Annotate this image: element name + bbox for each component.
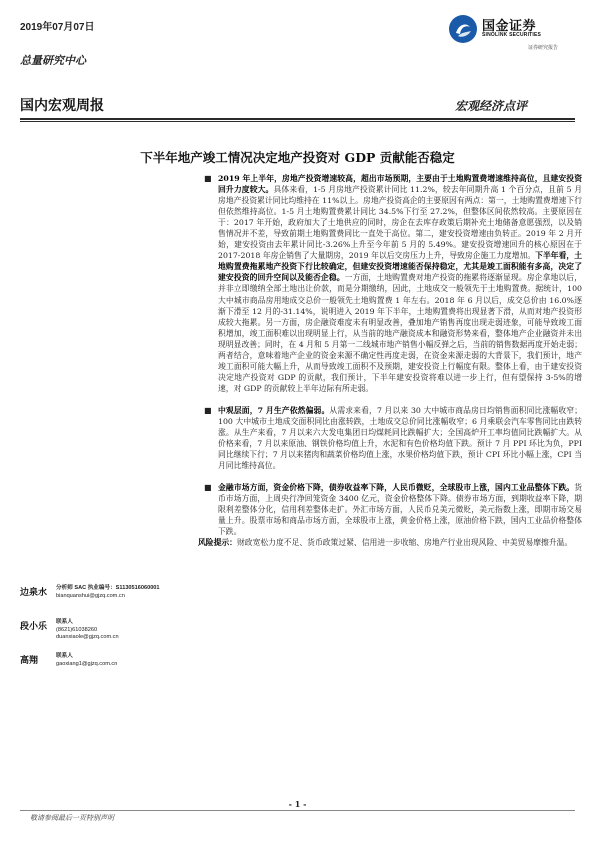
bullet-emphasis: 下半年看，土地购置费拖累地产投资下行比较确定，但建安投资增速能否保持稳定，尤其是竣工面积能有多高，决定了建安投资的回升空间以及能否企稳。: [218, 251, 582, 283]
bullet-marker-icon: ■: [204, 405, 212, 415]
analyst-list: [20, 585, 195, 687]
analyst-role: 分析师 SAC 执业编号：S1130516060001: [56, 585, 160, 591]
bullet-body: 具体来看，1-5 月房地产投资累计同比 11.2%，较去年同期升高 1 个百分点，且前 5 月房地产投资累计同比均维持在 11%以上。房地产投资高企的主要原因有两点：第一，土地购置费增速下行但依然维持高位。1-5 月土地购置费累计同比 34.5%下行至 27.2%，但整体区间依然较高。主要原因在于：2017 年开始，政府加大了土地供应的同时，房企在去库存政策后期补充土地储备意愿强烈，以及销售情况并不差，导致前期土地购置费同比一直处于高位。第二，建安投资增速由负转正。2019 年 2 月开始，建安投资由去年累计同比-3.26%上升至今年前 5 月的 5.49%。建安投资增速回升的核心原因在于 2017-2018 年房企销售了大量期房，2019 年以后交房压力上升，导致房企施工力度增加。: [218, 185, 582, 261]
summary-bullets: [198, 173, 582, 549]
analyst-role: 联系人: [56, 619, 73, 625]
analyst-email: bianquanshui@gjzq.com.cn: [56, 592, 125, 599]
bullet-financial-markets: [198, 482, 582, 537]
analyst-name: 段小乐: [20, 622, 48, 632]
research-center: 总量研究中心: [20, 54, 86, 67]
sinolink-logo-icon: [448, 14, 478, 44]
bullet-meso-level: [198, 405, 582, 471]
analyst-info: [56, 653, 117, 668]
analyst-role: 联系人: [56, 653, 73, 659]
analyst-info: [56, 619, 119, 642]
bullet-body: 一方面，土地购置费对地产投资的拖累将逐渐显现。房企拿地以后，并非立即缴纳全部土地出让价款，而是分期缴纳，因此，土地成交一般领先于土地购置费。据统计，100 大中城市商品房用地成交总价一般领先土地购置费 1 年左右。2018 年 6 月以后，成交总价由 16.0%逐渐下滑至 12 月的-31.14%，说明进入 2019 年下半年，土地购置费将出现显著下滑，从而对地产投资形成较大拖累。另一方面，房企融资难度未有明显改善，叠加地产销售再度出现走弱迹象，可能导致竣工面积增加，竣工面积难以出现明显上行，从当前的地产融资成本和融资形势来看，整体地产企业融资并未出现明显改善；同时，在 4 月和 5 月第一二线城市地产销售小幅反弹之后，当前的销售数据再度开始走弱；两者结合，意味着地产企业的资金来源不确定性再度走弱，在资金来源走弱的大背景下，我们预计，地产竣工面积可能大幅上升，从而导致竣工面积不及预期，建安投资上行幅度有限。整体上看，由于建安投资决定地产投资对 GDP 的贡献，我们预计，下半年建安投资将难以进一步上行，但有望保持 3-5%的增速，对 GDP 的贡献较上半年边际有所走弱。: [218, 273, 583, 393]
bullet-body: 从需求来看，7 月以来 30 大中城市商品房日均销售面积同比涨幅收窄；100 大中城市土地成交面积同比由涨转跌，土地成交总价同比涨幅收窄；6 月乘联会汽车零售同比由跌转涨。从生产来看，7 月以来六大发电集团日均煤耗同比跌幅扩大；全国高炉开工率均值同比跌幅扩大。从价格来看，7 月以来原油、钢铁价格均值上升，水泥和有色价格均值下跌。预计 7 月 PPI 环比为负，PPI 同比继续下行；7 月以来猪肉和蔬菜价格均值上涨，水果价格均值下跌，预计 CPI 环比小幅上涨，CPI 当月同比维持高位。: [218, 405, 582, 471]
report-type: 国内宏观周报: [20, 97, 104, 113]
analyst-name: 高翔: [20, 656, 39, 666]
analyst-entry: [20, 653, 195, 687]
page-number: - 1 -: [288, 799, 307, 809]
analyst-email: duanxiaole@gjzq.com.cn: [56, 634, 119, 641]
logo-name-en: SINOLINK SECURITIES: [482, 32, 542, 38]
analyst-entry: [20, 619, 195, 653]
analyst-name: 边泉水: [20, 588, 48, 598]
risk-warning: [198, 537, 582, 548]
analyst-info: [56, 585, 160, 600]
report-category: 宏观经济点评: [455, 99, 528, 113]
footer-divider: [20, 810, 575, 811]
bullet-lead: 金融市场方面，资金价格下降，债券收益率下降，人民币微贬，全球股市上涨，国内工业品整体下跌。: [218, 483, 575, 493]
report-title: 下半年地产竣工情况决定地产投资对 GDP 贡献能否稳定: [140, 150, 455, 165]
header-divider-thin: [20, 121, 575, 122]
logo-name-cn: 国金证券: [482, 18, 537, 33]
company-logo: [448, 14, 578, 54]
analyst-email: gaoxiang1@gjzq.com.cn: [56, 660, 118, 667]
analyst-entry: [20, 585, 195, 619]
risk-label: 风险提示：: [198, 538, 237, 548]
bullet-marker-icon: ■: [204, 483, 212, 493]
header-divider: [20, 118, 575, 120]
bullet-lead: 中观层面，7 月生产依然偏弱。: [218, 405, 330, 415]
bullet-real-estate: [198, 173, 582, 394]
risk-text: 财政宽松力度不足、货币政策过紧、信用进一步收缩、房地产行业出现风险、中美贸易摩擦升温。: [236, 538, 573, 548]
bullet-body: 货币市场方面，上周央行净回笼资金 3400 亿元，资金价格整体下降。债券市场方面，到期收益率下降，期限利差整体分化，信用利差整体走扩。外汇市场方面，人民币兑美元微贬，美元指数上涨，即期市场交易量上升。股票市场和商品市场方面，全球股市上涨，黄金价格上涨，原油价格下跌，国内工业品价格整体下跌。: [218, 483, 582, 537]
logo-subtitle: 证券研究报告: [528, 45, 559, 51]
footer-disclaimer: 敬请参阅最后一页特别声明: [30, 814, 114, 822]
bullet-marker-icon: ■: [204, 174, 212, 183]
report-date: 2019年07月07日: [20, 22, 95, 33]
analyst-phone: (8621)61038260: [56, 626, 98, 633]
bullet-lead: 2019 年上半年，房地产投资增速较高，超出市场预期，主要由于土地购置费增速维持高位，且建安投资回升力度较大。: [218, 174, 582, 195]
